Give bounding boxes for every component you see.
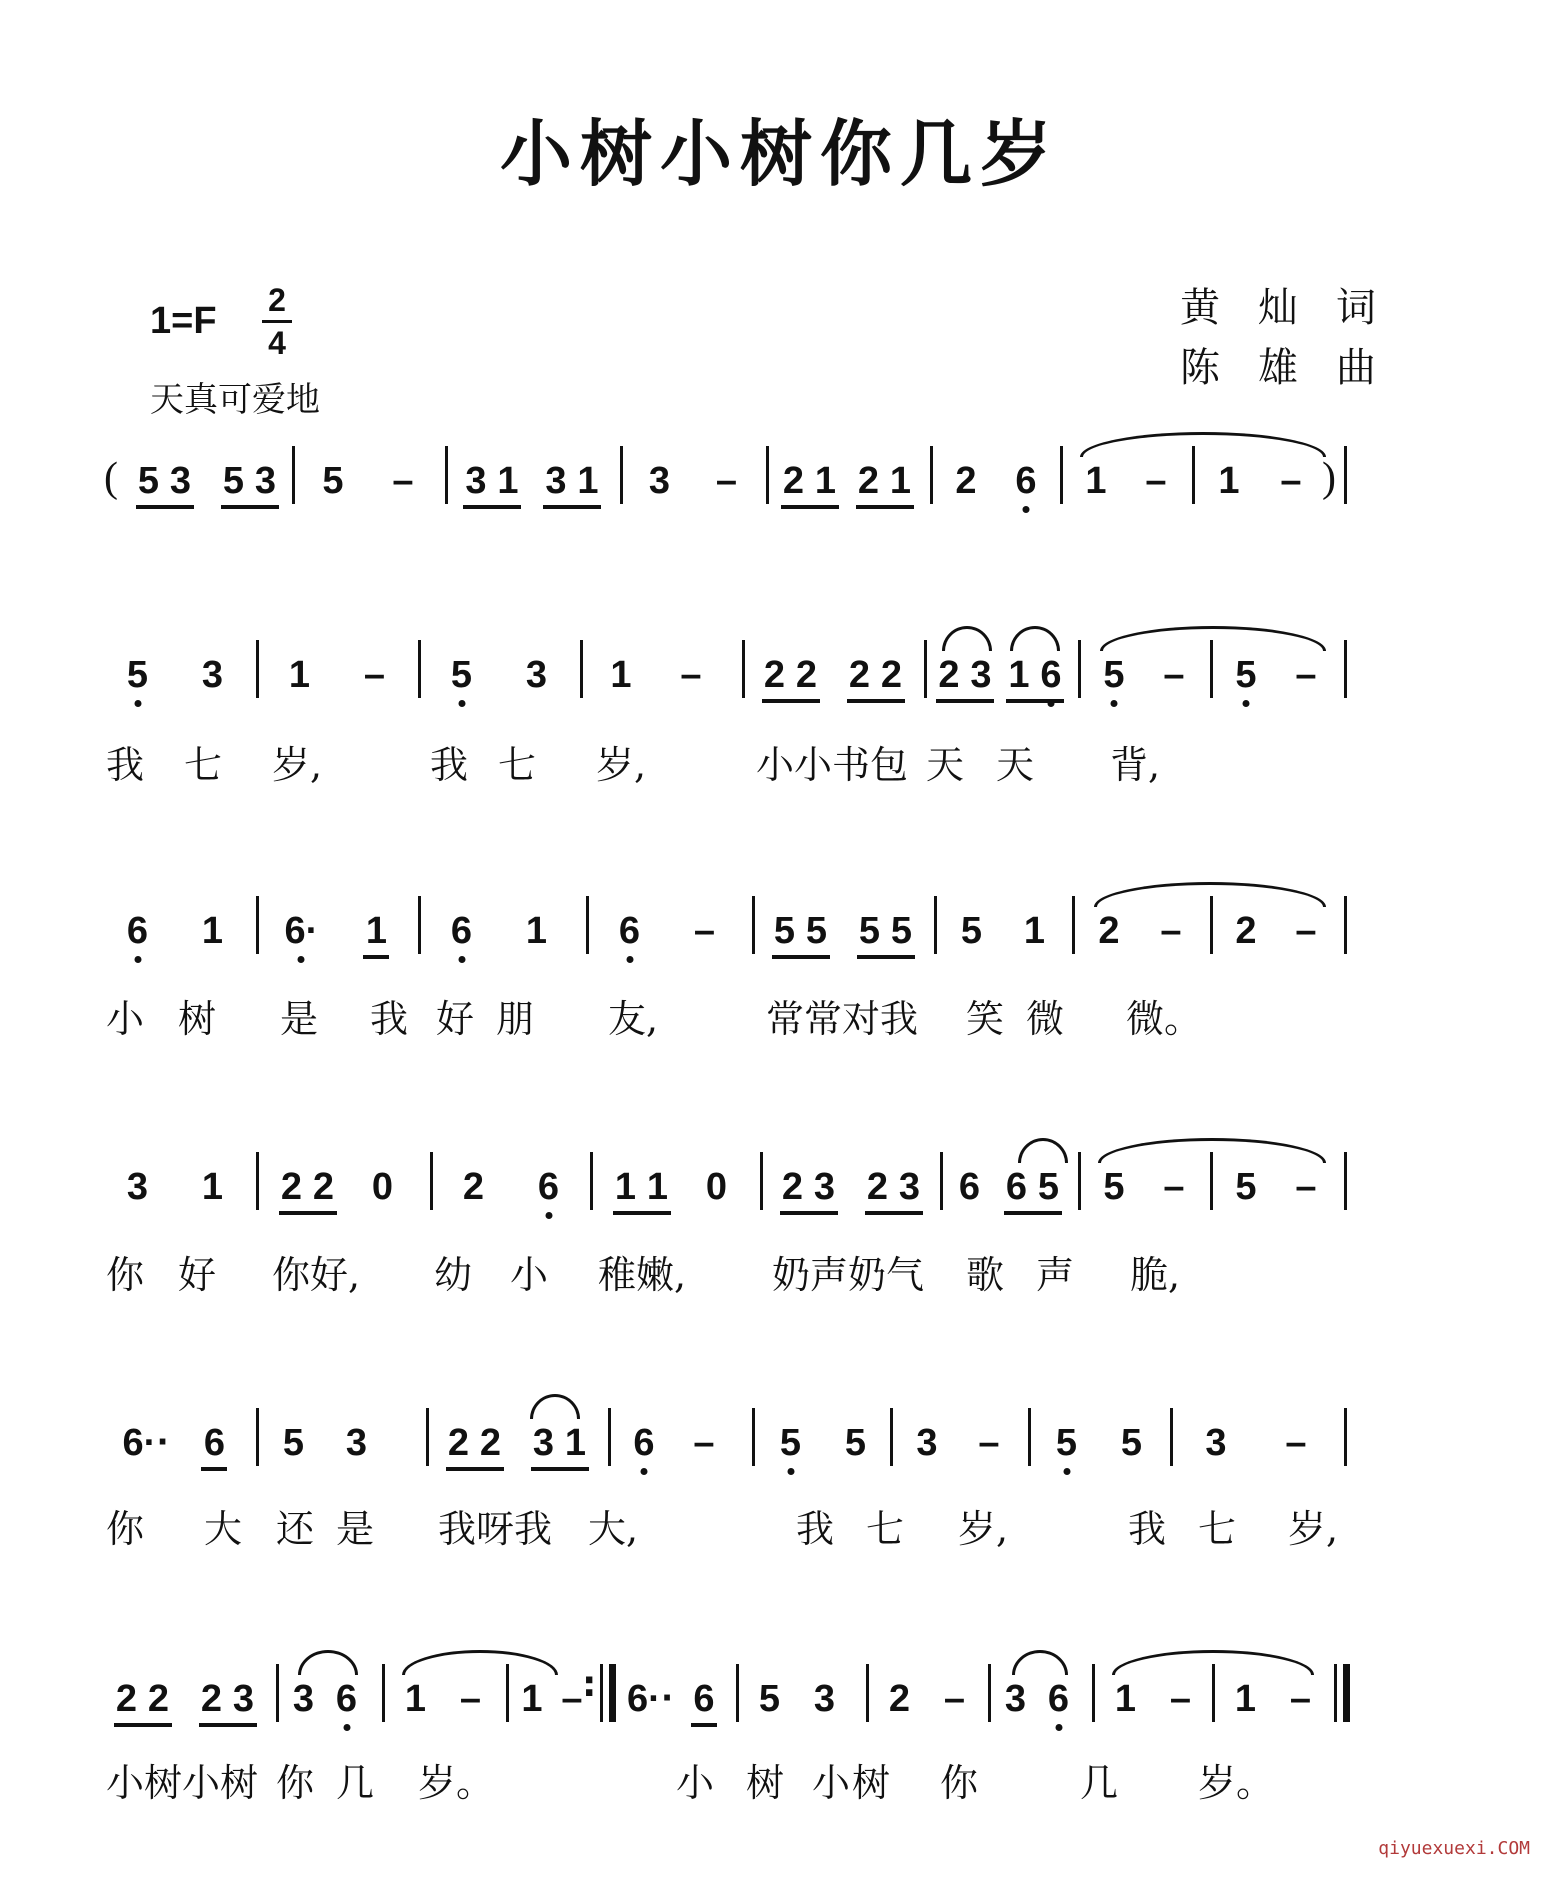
lyric: 几 [336,1761,375,1805]
note: 5 [1103,1166,1125,1208]
beam-group [936,654,994,703]
note: 6 [617,910,643,953]
note: 5 [125,654,151,697]
note: 3 [813,1678,836,1720]
note: 1 [646,1166,669,1208]
song-title: 小树小树你几岁 [499,111,1060,196]
barline [1344,896,1347,954]
note: 5 [890,910,913,952]
note: – [561,1678,583,1720]
lyric: 友, [608,997,659,1041]
note: 3 [532,1422,555,1464]
lyric: 岁, [272,743,323,787]
note: – [1295,654,1317,696]
barline [736,1664,739,1722]
note: 1 [564,1422,587,1464]
time-signature [262,282,292,361]
note: 3 [545,460,567,502]
measure [936,446,1056,566]
beam-group [221,460,279,509]
lyric: 树 [852,1761,891,1805]
note: 1 [404,1678,427,1720]
lyric: 岁。 [418,1761,495,1805]
lyric: 几 [1080,1761,1119,1805]
barline [1078,640,1081,698]
note: 5 [282,1422,305,1464]
lyric: 歌 [966,1253,1005,1297]
lyric: 是 [280,997,319,1041]
lyrics-row-4 [100,1244,1460,1297]
note: 3 [916,1422,938,1464]
note: – [392,460,414,502]
beam-group [114,1678,172,1727]
note: 3 [169,460,192,502]
lyric: 七 [866,1507,905,1551]
lyric: 大 [204,1507,243,1551]
barline [1210,1152,1213,1210]
note: 2 [880,654,903,696]
barline [445,446,448,504]
note: 6 [1013,460,1039,503]
note: 5 [960,910,983,952]
note: 3 [232,1678,255,1720]
note: 2 [1235,910,1257,952]
note: – [1169,1678,1192,1720]
note: 6 [334,1678,360,1721]
note: 6 [1005,1166,1028,1208]
barline [256,1408,259,1466]
note: 1 [288,654,311,696]
beam-group [856,460,914,509]
barline [1060,446,1063,504]
note: 6 [1038,654,1064,697]
note: 1 [577,460,599,502]
lyric: 小 [812,1761,851,1805]
note: 2 [866,1166,889,1208]
barline [890,1408,893,1466]
beam-group [201,1422,227,1471]
note: 2 [857,460,880,502]
note: 1 [1085,460,1107,502]
note: 2 [462,1166,485,1208]
note: 2 [848,654,871,696]
lyric: 朋 [496,997,535,1041]
barline [742,640,745,698]
beam-group [781,460,839,509]
note: 3 [898,1166,921,1208]
lyric: 小树小树 [106,1761,259,1805]
lyric: 我 [370,997,409,1041]
lyric: 天 [996,743,1035,787]
note: 6· [284,910,319,952]
lyric: 背, [1110,743,1161,787]
barline [292,446,295,504]
lyric: 小 [106,997,145,1041]
note: 2 [447,1422,470,1464]
note: – [363,654,386,696]
note: 1 [1114,1678,1137,1720]
lyric: 微。 [1126,997,1203,1041]
lyric: 岁, [958,1507,1009,1551]
measure [122,446,292,566]
note: – [1163,1166,1185,1208]
lyric: 我 [796,1507,835,1551]
barline [1344,640,1347,698]
note: 6 [203,1422,225,1464]
barline [1078,1152,1081,1210]
note: 5 [1101,654,1127,697]
note: 5 [778,1422,804,1465]
barline [752,1408,755,1466]
note: 6 [536,1166,562,1209]
lyric: 天 [926,743,965,787]
note: 2 [147,1678,170,1720]
barline [1212,1664,1215,1722]
note: 3 [292,1678,315,1720]
note: – [1280,460,1302,502]
note: 3 [345,1422,368,1464]
barline [940,1152,943,1210]
lyrics-row-3 [100,988,1460,1041]
note: 6· · [627,1678,661,1721]
barline [430,1152,433,1210]
note: – [693,910,716,952]
lyric: 你 [106,1507,145,1551]
note: 1 [1008,654,1030,696]
barline [590,1152,593,1210]
barline [1072,896,1075,954]
note: 3 [1205,1422,1227,1464]
note: 3 [126,1166,149,1208]
lyric: 你 [106,1253,145,1297]
lyrics-row-6 [100,1752,1460,1805]
note: 3 [970,654,992,696]
note: 5 [1037,1166,1060,1208]
measure [298,446,438,566]
note: 1 [614,1166,637,1208]
note: 6 [1046,1678,1072,1721]
barline [608,1408,611,1466]
composer-credit: 陈雄曲 [1180,345,1414,391]
note: 1 [497,460,519,502]
barline [580,640,583,698]
lyric: 你好, [272,1253,361,1297]
measure [1066,446,1186,566]
lyric: 我 [430,743,469,787]
beam-group [531,1422,589,1471]
note: 1 [1234,1678,1257,1720]
time-bottom: 4 [268,325,286,361]
note: 0 [371,1166,394,1208]
beam-group [613,1166,671,1215]
barline [1192,446,1195,504]
note: 5 [1054,1422,1080,1465]
beam-group [199,1678,257,1727]
note: 2 [795,654,818,696]
barline [1028,1408,1031,1466]
lyric: 我呀我 [438,1507,553,1551]
barline [620,446,623,504]
key-signature: 1=F [150,300,217,342]
staff-row-6: 2 2 2 3 3 6 1 – 1 – : 6· · 6 5 3 2 – 3 6 1 – 1 – [100,1664,1460,1784]
beam-group [847,654,905,703]
lyric: 好 [178,1253,217,1297]
lyric: 岁, [1288,1507,1339,1551]
barline [256,1152,259,1210]
note: 5 [322,460,344,502]
lyric: 七 [498,743,537,787]
note: 3 [648,460,671,502]
note: 3 [465,460,487,502]
beam-group [363,910,389,959]
note: – [459,1678,482,1720]
note: 5 [222,460,245,502]
time-top: 2 [268,282,286,318]
note: 3 [813,1166,836,1208]
note: – [1145,460,1167,502]
note: – [1289,1678,1312,1720]
lyrics-row-5 [100,1498,1460,1551]
note: – [1295,1166,1317,1208]
note: 3 [525,654,548,696]
note: 2 [200,1678,223,1720]
lyric: 树 [746,1761,785,1805]
barline [1344,446,1347,504]
note: 5 [773,910,796,952]
barline [1092,1664,1095,1722]
barline [760,1152,763,1210]
lyric: 常常对我 [766,997,919,1041]
note: – [680,654,702,696]
beam-group [865,1166,923,1215]
barline [930,446,933,504]
barline [1210,640,1213,698]
measure [452,446,612,566]
note: 6 [125,910,151,953]
barline [924,640,927,698]
note: 2 [938,654,960,696]
note: 5 [758,1678,781,1720]
lyric: 七 [1198,1507,1237,1551]
note: – [1163,654,1185,696]
note: – [943,1678,966,1720]
lyric: 还 [276,1507,315,1551]
note: 0 [705,1166,728,1208]
barline [1210,896,1213,954]
lyric: 我 [1128,1507,1167,1551]
barline [256,640,259,698]
barline [1344,1152,1347,1210]
beam-group [762,654,820,703]
lyric: 我 [106,743,145,787]
measure [626,446,760,566]
lyric: 奶声奶气 [772,1253,925,1297]
beam-group [543,460,601,509]
note: 2 [479,1422,502,1464]
note: 2 [115,1678,138,1720]
lyricist-credit: 黄灿词 [1180,285,1414,331]
lyric: 大, [588,1507,639,1551]
note: 1 [1218,460,1240,502]
lyric: 幼 [434,1253,473,1297]
lyric: 稚嫩, [598,1253,687,1297]
staff-row-1 [100,446,1460,566]
note: 1 [365,910,387,952]
open-paren: ( [104,455,118,501]
barline [382,1664,385,1722]
note: 2 [312,1166,335,1208]
note: 5 [449,654,475,697]
note: 5 [137,460,160,502]
note: 3 [254,460,277,502]
note: 6· · [123,1422,157,1465]
expression-mark: 天真可爱地 [150,380,320,420]
barline [766,446,769,504]
note: 1 [1023,910,1046,952]
lyric: 脆, [1130,1253,1181,1297]
beam-group [1006,654,1064,703]
lyric: 你 [940,1761,979,1805]
note: 3 [1004,1678,1027,1720]
barline [934,896,937,954]
note: – [1160,910,1182,952]
lyric: 好 [436,997,475,1041]
watermark: qiyuexuexi.COM [1378,1838,1530,1859]
beam-group [780,1166,838,1215]
beam-group [279,1166,337,1215]
barline [1170,1408,1173,1466]
barline [426,1408,429,1466]
note: 5 [1120,1422,1143,1464]
barline [506,1664,509,1722]
beam-group [136,460,194,509]
note: – [1295,910,1317,952]
note: 5 [1233,654,1259,697]
note: 6 [958,1166,981,1208]
note: 6 [631,1422,657,1465]
note: – [1285,1422,1307,1464]
lyric: 笑 [966,997,1005,1041]
beam-group [772,910,830,959]
note: – [715,460,738,502]
note: 6 [449,910,475,953]
barline [586,896,589,954]
lyric: 小 [676,1761,715,1805]
note: 1 [521,1678,543,1720]
barline [988,1664,991,1722]
lyric: 小小书包 [756,743,909,787]
beam-group [691,1678,717,1727]
barline [752,896,755,954]
note: 5 [844,1422,867,1464]
note: 2 [763,654,786,696]
note: 2 [1098,910,1120,952]
time-bar [262,320,292,323]
beam-group [857,910,915,959]
note: 3 [201,654,224,696]
note: 2 [888,1678,911,1720]
beam-group [463,460,521,509]
note: 2 [781,1166,804,1208]
barline [418,896,421,954]
lyric: 小 [510,1253,549,1297]
note: 1 [201,910,224,952]
note: 1 [814,460,837,502]
measure [772,446,922,566]
note: 5 [1235,1166,1257,1208]
lyric: 岁。 [1198,1761,1275,1805]
note: 2 [280,1166,303,1208]
beam-group [1004,1166,1062,1215]
barline [418,640,421,698]
note: 6 [693,1678,715,1720]
barline [276,1664,279,1722]
lyric: 是 [336,1507,375,1551]
barline [256,896,259,954]
lyric: 岁, [596,743,647,787]
note: – [978,1422,1000,1464]
lyric: 声 [1036,1253,1075,1297]
close-paren: ) [1322,455,1336,501]
note: – [693,1422,715,1464]
lyric: 微 [1026,997,1065,1041]
lyric: 七 [184,743,223,787]
measure [1198,446,1322,566]
note: 1 [889,460,912,502]
barline [1344,1408,1347,1466]
beam-group [446,1422,504,1471]
final-barline [1334,1664,1350,1722]
lyric: 树 [178,997,217,1041]
note: 2 [782,460,805,502]
note: 2 [955,460,977,502]
note: 1 [610,654,632,696]
note: 5 [805,910,828,952]
barline [866,1664,869,1722]
note: 1 [525,910,548,952]
lyric: 你 [276,1761,315,1805]
note: 5 [858,910,881,952]
lyrics-row-2 [100,734,1460,787]
note: 1 [201,1166,224,1208]
